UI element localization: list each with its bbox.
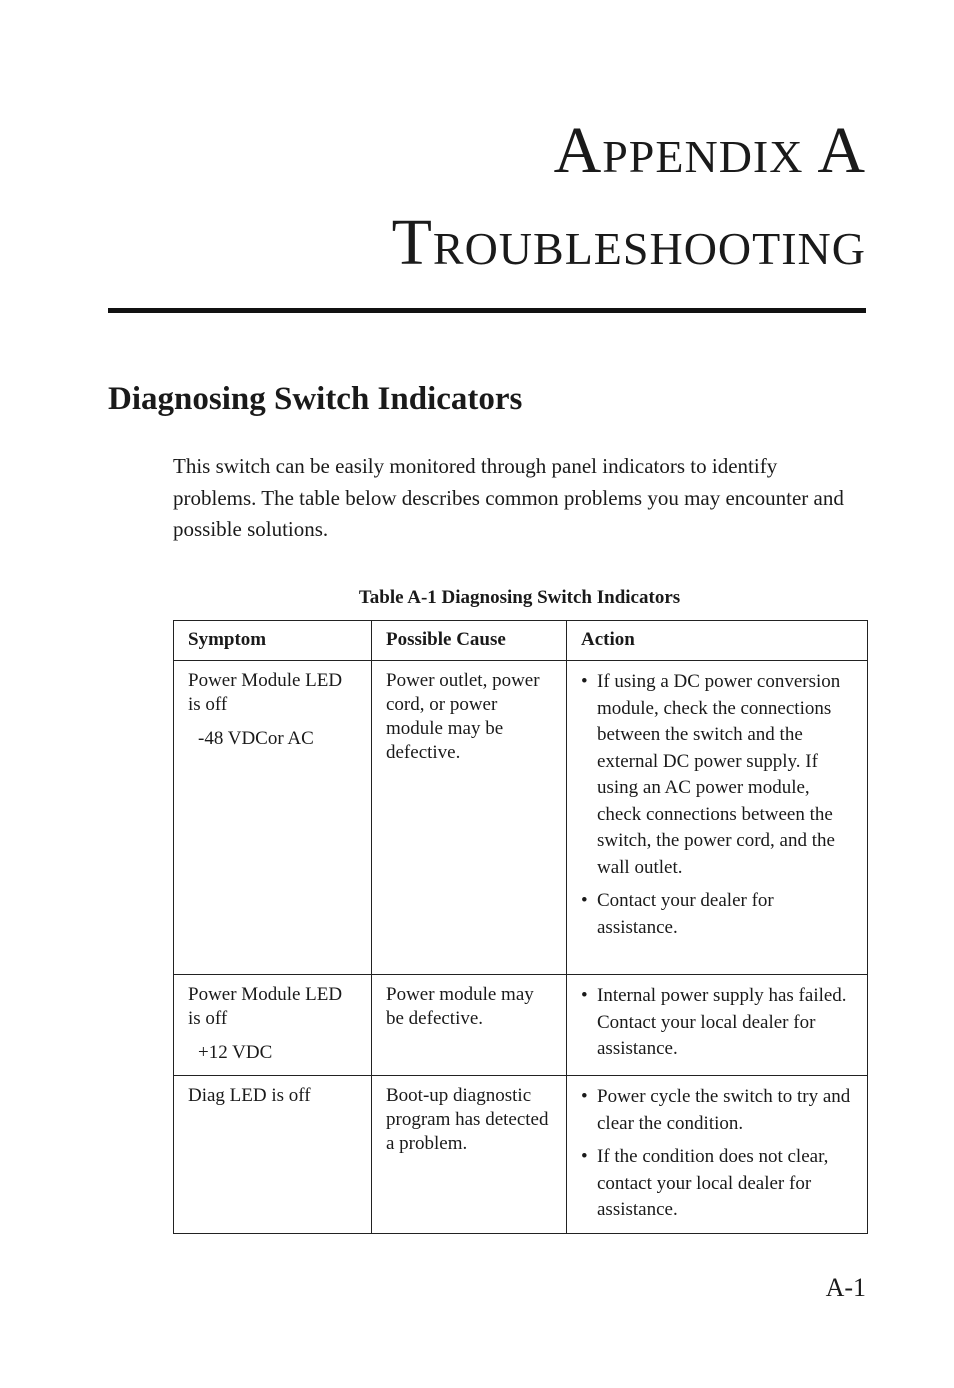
table-row xyxy=(174,1076,868,1234)
title-rule xyxy=(108,308,866,313)
symptom-cell: Diag LED is off xyxy=(174,1076,372,1234)
diagnosing-table xyxy=(173,620,868,1234)
action-item: • If the condition does not clear, contact your local dealer for assistance. xyxy=(581,1144,853,1224)
cause-cell: Boot-up diagnostic program has detected a problem. xyxy=(372,1076,567,1234)
action-item: • Power cycle the switch to try and clear the condition. xyxy=(581,1084,853,1137)
symptom-cell xyxy=(174,661,372,975)
action-list xyxy=(581,1084,853,1224)
symptom-text: Power Module LED is off xyxy=(188,670,343,715)
action-list xyxy=(581,983,853,1063)
table-row xyxy=(174,661,868,975)
page-number: A-1 xyxy=(825,1273,866,1302)
header-symptom: Symptom xyxy=(174,621,372,661)
symptom-detail: -48 VDCor AC xyxy=(198,728,314,749)
cause-cell: Power outlet, power cord, or power module may be defective. xyxy=(372,661,567,975)
appendix-title: Appendix A xyxy=(553,114,866,187)
action-cell xyxy=(567,661,868,975)
symptom-cell xyxy=(174,975,372,1076)
action-item: • Internal power supply has failed. Contact your local dealer for assistance. xyxy=(581,983,853,1063)
cause-cell: Power module may be defective. xyxy=(372,975,567,1076)
symptom-text: Power Module LED is off xyxy=(188,984,343,1029)
intro-paragraph: This switch can be easily monitored through panel indicators to identify problems. The table below describes common problems you may encounter and possible solutions. xyxy=(173,454,844,541)
header-action: Action xyxy=(567,621,868,661)
action-cell xyxy=(567,1076,868,1234)
action-list xyxy=(581,669,853,941)
table-row xyxy=(174,975,868,1076)
chapter-title: Troubleshooting xyxy=(391,206,866,279)
symptom-detail: +12 VDC xyxy=(198,1042,273,1063)
table-header-row xyxy=(174,621,868,661)
action-item: • Contact your dealer for assistance. xyxy=(581,888,853,941)
header-possible-cause: Possible Cause xyxy=(372,621,567,661)
section-heading: Diagnosing Switch Indicators xyxy=(108,381,523,417)
table-caption: Table A-1 Diagnosing Switch Indicators xyxy=(358,587,681,608)
action-item: • If using a DC power conversion module, check the connections between the switch and the external DC power supply. If using an AC power module, check connections between the switch, the power cord, and the wall outlet. xyxy=(581,669,853,881)
action-cell xyxy=(567,975,868,1076)
